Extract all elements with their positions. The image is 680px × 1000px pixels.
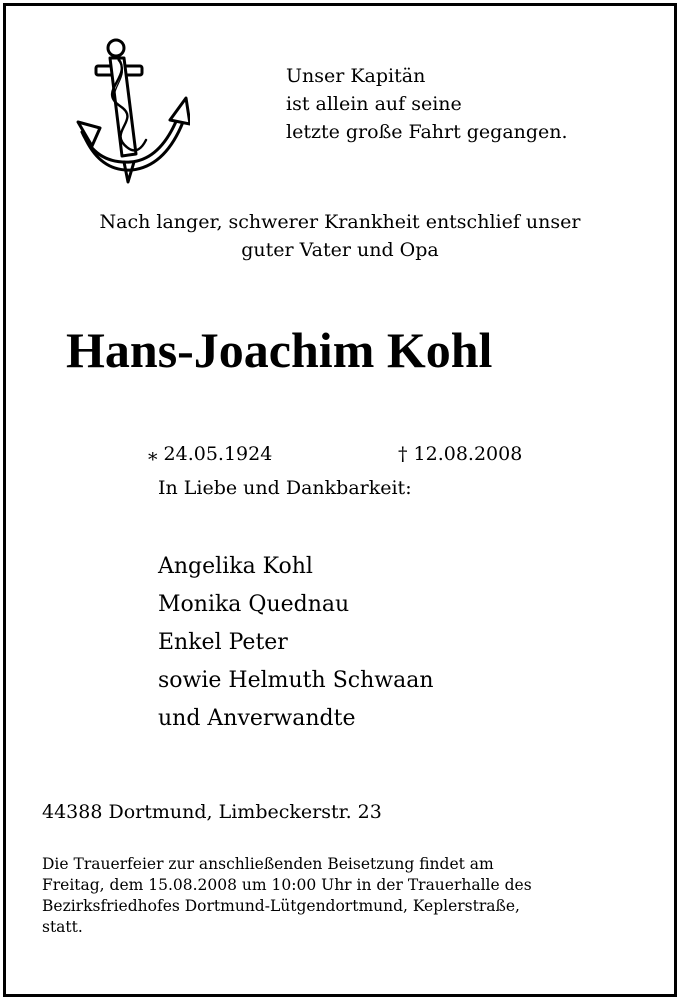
family-member: Monika Quednau: [158, 592, 350, 617]
quote-line: ist allein auf seine: [286, 93, 462, 115]
intro-line: guter Vater und Opa: [241, 239, 439, 261]
notice-line: statt.: [42, 918, 83, 936]
death-date: † 12.08.2008: [398, 443, 523, 465]
funeral-notice: [42, 854, 532, 938]
intro-text: [0, 208, 680, 264]
thanks-line: In Liebe und Dankbarkeit:: [158, 477, 412, 499]
quote-block: [286, 62, 568, 146]
family-member: sowie Helmuth Schwaan: [158, 668, 434, 693]
family-member: Enkel Peter: [158, 630, 288, 655]
family-list: [158, 548, 433, 738]
anchor-icon: [76, 36, 190, 184]
address: 44388 Dortmund, Limbeckerstr. 23: [42, 801, 382, 823]
notice-line: Bezirksfriedhofes Dortmund-Lütgendortmund, Keplerstraße,: [42, 897, 520, 915]
family-member: und Anverwandte: [158, 706, 356, 731]
family-member: Angelika Kohl: [158, 554, 313, 579]
notice-line: Freitag, dem 15.08.2008 um 10:00 Uhr in der Trauerhalle des: [42, 876, 532, 894]
deceased-name: Hans-Joachim Kohl: [66, 322, 493, 378]
quote-line: letzte große Fahrt gegangen.: [286, 121, 568, 143]
quote-line: Unser Kapitän: [286, 65, 426, 87]
notice-line: Die Trauerfeier zur anschließenden Beisetzung findet am: [42, 855, 494, 873]
birth-date: ⁎ 24.05.1924: [148, 443, 273, 465]
intro-line: Nach langer, schwerer Krankheit entschlief unser: [99, 211, 581, 233]
